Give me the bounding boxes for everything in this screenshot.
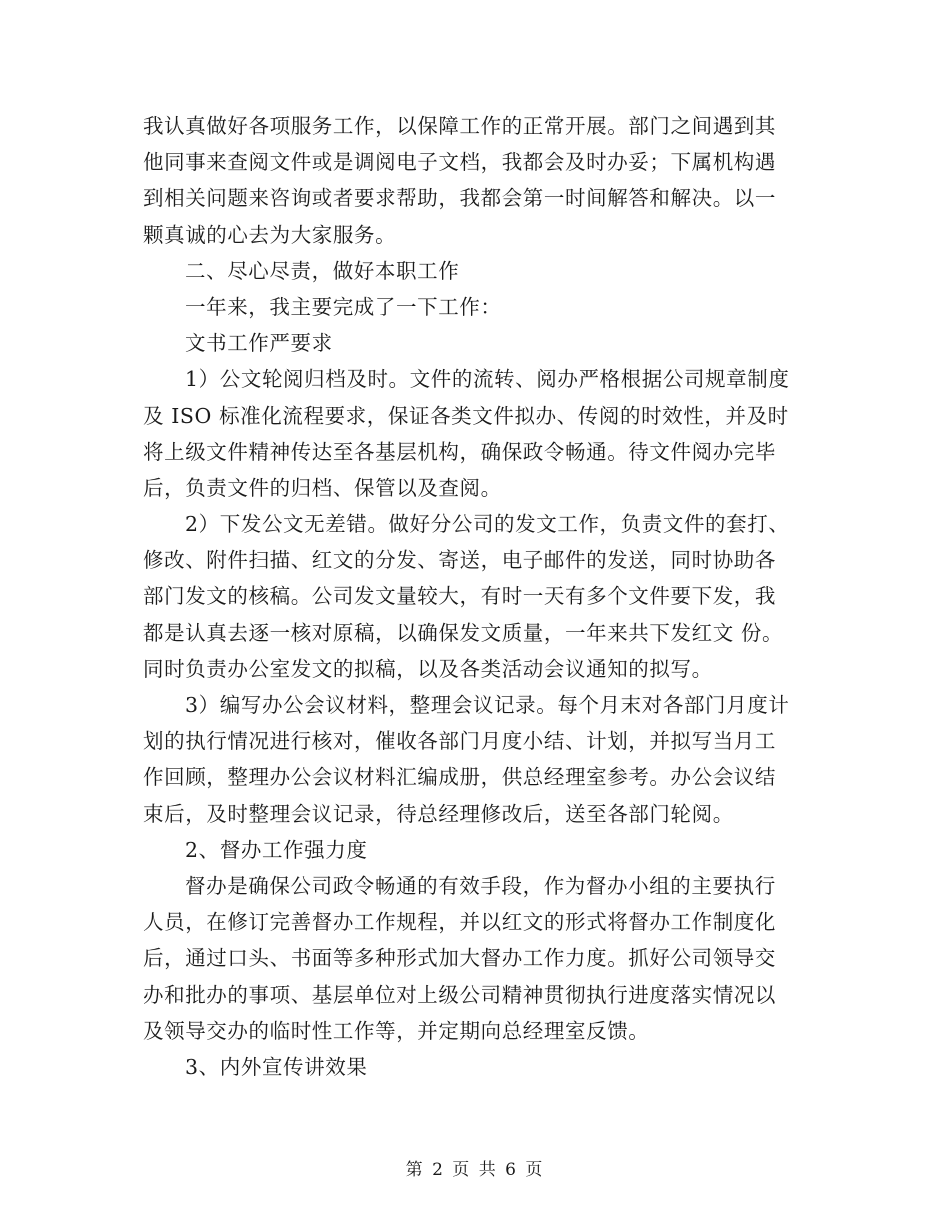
text-line: 督办是确保公司政令畅通的有效手段，作为督办小组的主要执行 [185,873,776,898]
text-line: 及 ISO 标准化流程要求，保证各类文件拟办、传阅的时效性，并及时 [143,403,789,428]
text-line: 2、督办工作强力度 [185,837,368,862]
text-line: 1）公文轮阅归档及时。文件的流转、阅办严格根据公司规章制度 [185,367,790,392]
text-line: 将上级文件精神传达至各基层机构，确保政令畅通。待文件阅办完毕 [143,439,776,464]
text-line: 部门发文的核稿。公司发文量较大，有时一天有多个文件要下发，我 [143,584,776,609]
text-line: 人员，在修订完善督办工作规程，并以红文的形式将督办工作制度化 [143,910,776,935]
text-line: 束后，及时整理会议记录，待总经理修改后，送至各部门轮阅。 [143,801,734,826]
text-line: 划的执行情况进行核对，催收各部门月度小结、计划，并拟写当月工 [143,729,776,754]
text-line: 颗真诚的心去为大家服务。 [143,222,397,247]
text-line: 到相关问题来咨询或者要求帮助，我都会第一时间解答和解决。以一 [143,186,776,211]
text-line: 修改、附件扫描、红文的分发、寄送，电子邮件的发送，同时协助各 [143,548,776,573]
text-line: 作回顾，整理办公会议材料汇编成册，供总经理室参考。办公会议结 [143,765,776,790]
text-line: 后，负责文件的归档、保管以及查阅。 [143,475,502,500]
text-line: 他同事来查阅文件或是调阅电子文档，我都会及时办妥；下属机构遇 [143,150,776,175]
text-line: 同时负责办公室发文的拟稿，以及各类活动会议通知的拟写。 [143,656,713,681]
text-line: 都是认真去逐一核对原稿，以确保发文质量，一年来共下发红文 份。 [143,620,784,645]
text-line: 办和批办的事项、基层单位对上级公司精神贯彻执行进度落实情况以 [143,982,776,1007]
text-line: 一年来，我主要完成了一下工作： [185,294,502,319]
text-line: 3）编写办公会议材料，整理会议记录。每个月末对各部门月度计 [185,693,790,717]
text-line: 3、内外宣传讲效果 [185,1054,368,1079]
page-footer: 第 2 页 共 6 页 [405,1160,545,1180]
document-body [143,108,807,1085]
text-line: 及领导交办的临时性工作等，并定期向总经理室反馈。 [143,1018,650,1043]
text-line: 后，通过口头、书面等多种形式加大督办工作力度。抓好公司领导交 [143,946,776,971]
text-line: 文书工作严要求 [185,331,333,356]
text-line: 2）下发公文无差错。做好分公司的发文工作，负责文件的套打、 [185,512,790,537]
text-line: 我认真做好各项服务工作，以保障工作的正常开展。部门之间遇到其 [143,114,776,138]
text-line: 二、尽心尽责，做好本职工作 [185,258,460,283]
